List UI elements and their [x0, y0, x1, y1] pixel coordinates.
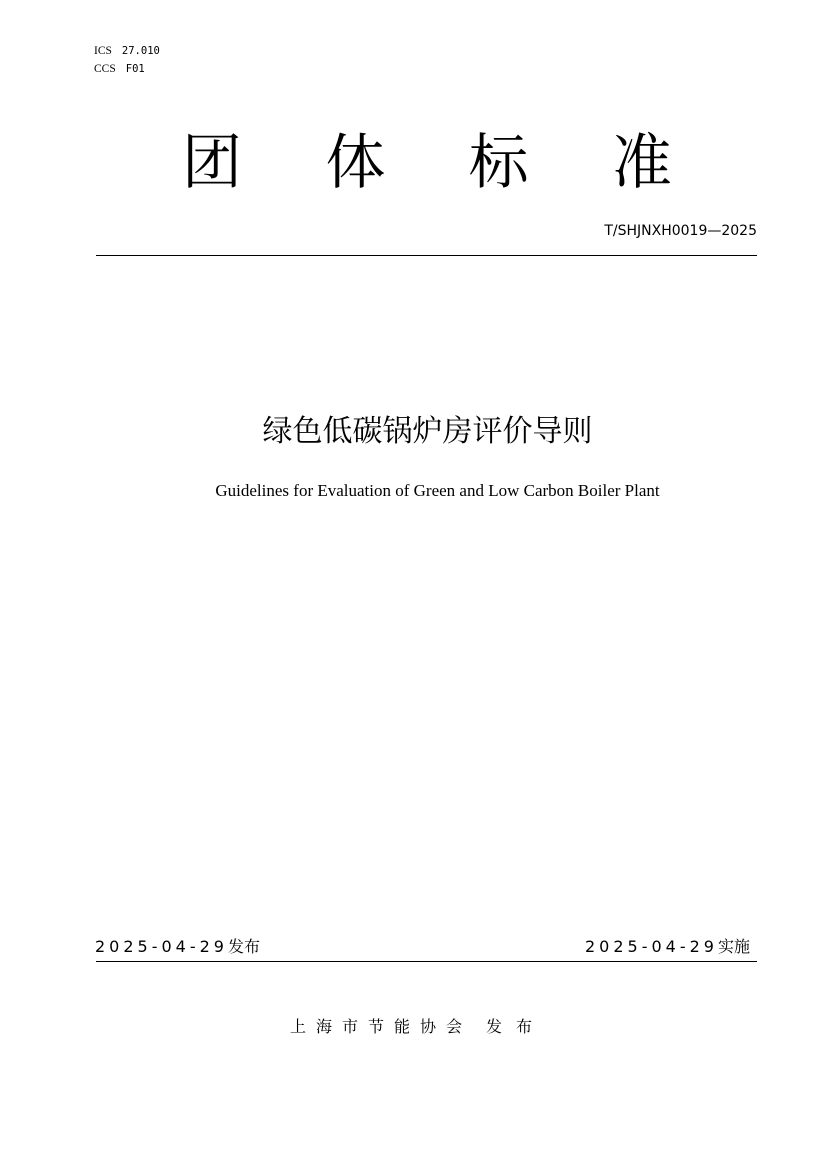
ccs-code: F01 — [125, 63, 145, 75]
issue-label: 发布 — [227, 937, 260, 956]
document-title-cn: 绿色低碳锅炉房评价导则 — [262, 414, 593, 449]
ics-label: ICS — [94, 45, 112, 57]
ccs-label: CCS — [94, 63, 116, 75]
standard-type-char: 体 — [325, 128, 386, 198]
issue-date: 2025-04-29 — [95, 937, 228, 956]
ccs-row — [94, 60, 160, 78]
implementation-label: 实施 — [717, 937, 750, 956]
ics-row — [94, 42, 160, 60]
footer-divider — [96, 961, 757, 962]
standard-type-heading — [182, 128, 672, 198]
classification-block — [94, 42, 160, 78]
publisher-organization: 上海市节能协会 — [289, 1017, 472, 1036]
publisher-line — [0, 1016, 815, 1038]
header-divider — [96, 255, 757, 256]
standard-type-char: 团 — [182, 128, 242, 198]
implementation-date-line — [585, 936, 750, 958]
document-title-en: Guidelines for Evaluation of Green and Low Carbon Boiler Plant — [215, 481, 660, 500]
publisher-action: 发布 — [486, 1017, 547, 1036]
standard-type-char: 标 — [468, 128, 529, 198]
standard-number: T/SHJNXH0019—2025 — [604, 223, 757, 239]
ics-code: 27.010 — [121, 45, 160, 57]
issue-date-line — [95, 936, 260, 958]
standard-type-char: 准 — [611, 128, 672, 198]
implementation-date: 2025-04-29 — [585, 937, 718, 956]
